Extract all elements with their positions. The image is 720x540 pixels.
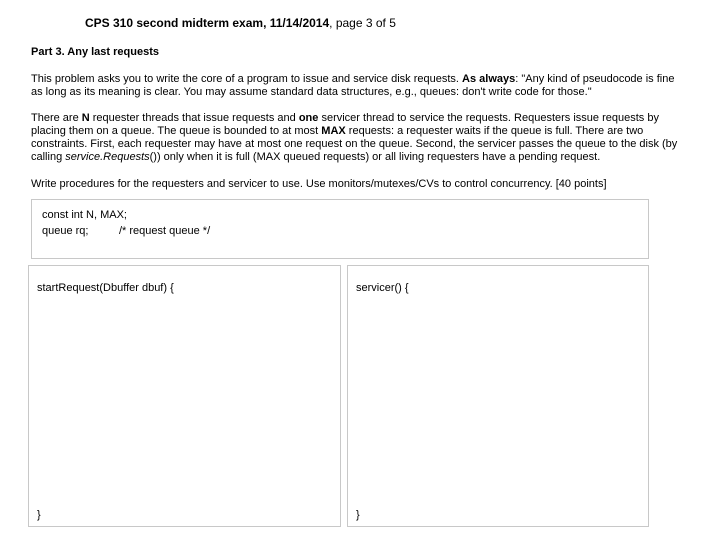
intro-text-1: This problem asks you to write the core of a program to issue and service disk requests.	[31, 73, 463, 85]
servicer-answer-box[interactable]	[347, 265, 649, 527]
intro-bold: As always	[462, 73, 516, 85]
declaration-queue: queue rq;	[42, 225, 89, 237]
declaration-queue-comment: /* request queue */	[119, 225, 211, 237]
servicer-signature: servicer() {	[356, 282, 409, 294]
desc-italic-service: service.Requests	[65, 151, 150, 163]
servicer-close-brace: }	[356, 509, 360, 521]
start-request-close-brace: }	[37, 509, 41, 521]
declarations-answer-box[interactable]	[31, 199, 649, 259]
exam-header	[85, 16, 396, 30]
instructions: Write procedures for the requesters and servicer to use. Use monitors/mutexes/CVs to control concurrency. [40 points]	[31, 178, 607, 190]
part-title: Part 3. Any last requests	[31, 46, 159, 58]
intro-paragraph	[31, 73, 681, 99]
start-request-answer-box[interactable]	[28, 265, 341, 527]
desc-text-1: There are	[31, 112, 82, 124]
desc-bold-one: one	[298, 112, 319, 124]
page-number: , page 3 of 5	[329, 16, 396, 30]
intro-text-2: : "Any kind of pseudocode is fine as long as its meaning is clear. You may assume standard data structures, e.g., queues: don't write code for those."	[31, 73, 675, 98]
desc-text-2: requester threads that issue requests and	[89, 112, 299, 124]
exam-title: CPS 310 second midterm exam, 11/14/2014	[85, 16, 330, 30]
start-request-signature: startRequest(Dbuffer dbuf) {	[37, 282, 174, 294]
desc-text-4: requests: a requester waits if the queue is full. There are two constraints. First, each requester may have at most one request on the queue. Second, the servicer passes the queue to the disk (by calling	[31, 125, 678, 163]
problem-description	[31, 112, 681, 164]
desc-text-3: servicer thread to service the requests. Requesters issue requests by placing them on a queue. The queue is bounded to at most	[31, 112, 659, 137]
desc-text-5: ()) only when it is full (MAX queued requests) or all living requesters have a pending request.	[149, 151, 601, 163]
desc-bold-n: N	[81, 112, 90, 124]
desc-bold-max: MAX	[321, 125, 346, 137]
declaration-constants: const int N, MAX;	[42, 209, 127, 221]
